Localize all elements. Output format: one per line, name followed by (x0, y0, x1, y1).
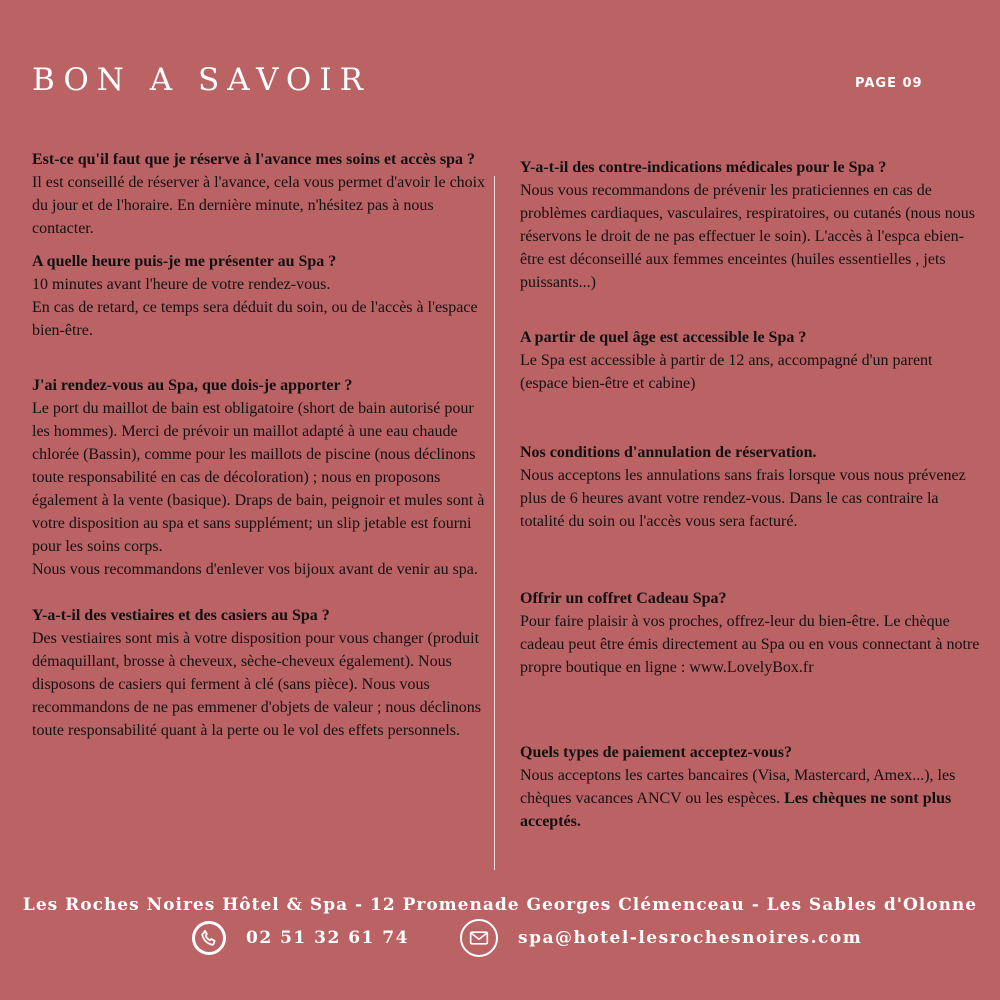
faq-question: Offrir un coffret Cadeau Spa? (520, 590, 727, 607)
footer-address: Les Roches Noires Hôtel & Spa - 12 Promenade Georges Clémenceau - Les Sables d'Olonne (22, 895, 978, 915)
email-contact[interactable] (460, 918, 862, 958)
faq-answer-text: Nous acceptons les cartes bancaires (Visa, Mastercard, Amex...), les chèques vacances ANCV ou les espèces. (520, 767, 956, 807)
faq-answer: Des vestiaires sont mis à votre disposition pour vous changer (produit démaquillant, brosse à cheveux, sèche-cheveux également). Nous disposons de casiers qui ferment à clé (sans pièce). Nous vous recommandons de ne pas emmener d'objets de valeur ; nous déclinons toute responsabilité quant à la perte ou le vol des effets personnels. (32, 630, 481, 739)
faq-gift-box (520, 587, 982, 679)
faq-answer: Nous acceptons les annulations sans frais lorsque vous nous prévenez plus de 6 heures avant votre rendez-vous. Dans le cas contraire la totalité du soin ou l'accès vous sera facturé. (520, 467, 966, 530)
faq-reservation (32, 148, 490, 240)
faq-question: Y-a-t-il des contre-indications médicales pour le Spa ? (520, 159, 887, 176)
column-divider (494, 176, 495, 870)
faq-answer (520, 764, 982, 833)
faq-payment (520, 741, 982, 833)
faq-answer: Nous vous recommandons de prévenir les praticiennes en cas de problèmes cardiaques, vasculaires, respiratoires, ou cutanés (nous nous réservons le droit de ne pas effectuer le soin). L'accès à l'espca ebien-être est déconseillé aux femmes enceintes (huiles essentielles , jets puissants...) (520, 182, 975, 291)
faq-question: Y-a-t-il des vestiaires et des casiers au Spa ? (32, 607, 330, 624)
faq-answer: Il est conseillé de réserver à l'avance, cela vous permet d'avoir le choix du jour et de l'horaire. En dernière minute, n'hésitez pas à nous contacter. (32, 174, 486, 237)
faq-contraindications (520, 156, 982, 294)
faq-question: A quelle heure puis-je me présenter au Spa ? (32, 253, 337, 270)
faq-question: Quels types de paiement acceptez-vous? (520, 744, 792, 761)
faq-question: Nos conditions d'annulation de réservation. (520, 444, 817, 461)
faq-answer-bold: Les chèques ne sont plus acceptés. (520, 790, 952, 830)
envelope-icon (460, 919, 498, 957)
phone-icon (192, 921, 226, 955)
right-column (520, 156, 982, 833)
faq-question: A partir de quel âge est accessible le Spa ? (520, 329, 807, 346)
faq-arrival-time (32, 250, 490, 342)
faq-minimum-age (520, 326, 982, 395)
faq-answer: 10 minutes avant l'heure de votre rendez-vous. En cas de retard, ce temps sera déduit du soin, ou de l'accès à l'espace bien-être. (32, 276, 478, 339)
faq-question: Est-ce qu'il faut que je réserve à l'avance mes soins et accès spa ? (32, 151, 476, 168)
faq-answer: Le port du maillot de bain est obligatoire (short de bain autorisé pour les hommes). Merci de prévoir un maillot adapté à une eau chaude chlorée (Bassin), comme pour les maillots de piscine (nous déclinons toute responsabilité en cas de décoloration) ; nous en proposons également à la vente (basique). Draps de bain, peignoir et mules sont à votre disposition au spa et sans supplément; un slip jetable est fourni pour les soins corps. Nous vous recommandons d'enlever vos bijoux avant de venir au spa. (32, 400, 485, 578)
faq-question: J'ai rendez-vous au Spa, que dois-je apporter ? (32, 377, 353, 394)
faq-what-to-bring (32, 374, 490, 581)
faq-answer: Pour faire plaisir à vos proches, offrez-leur du bien-être. Le chèque cadeau peut être émis directement au Spa ou en vous connectant à notre propre boutique en ligne : www.LovelyBox.fr (520, 613, 980, 676)
faq-lockers (32, 604, 490, 742)
email-address[interactable]: spa@hotel-lesrochesnoires.com (518, 928, 863, 948)
faq-answer: Le Spa est accessible à partir de 12 ans, accompagné d'un parent (espace bien-être et cabine) (520, 352, 933, 392)
left-column (32, 148, 490, 742)
page-title: BON A SAVOIR (32, 62, 371, 98)
phone-number[interactable]: 02 51 32 61 74 (246, 928, 409, 948)
faq-cancellation (520, 441, 982, 533)
phone-contact[interactable] (192, 918, 409, 958)
page-number: PAGE 09 (855, 76, 923, 91)
